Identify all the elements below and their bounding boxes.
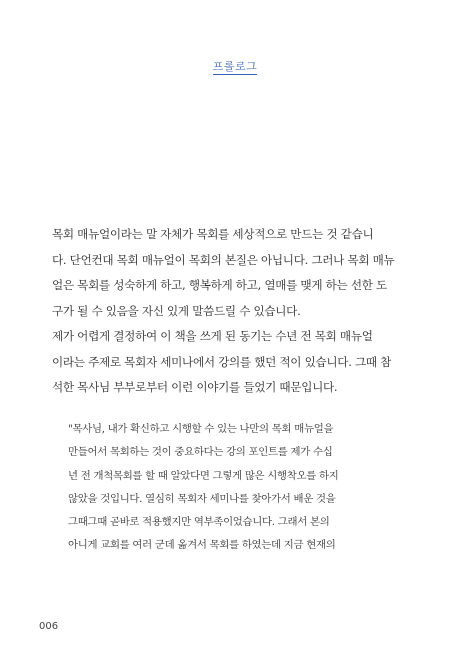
quote-line: 않았을 것입니다. 열심히 목회자 세미나를 찾아가서 배운 것을 — [68, 492, 336, 505]
text-line: 석한 목사님 부부로부터 이런 이야기를 들었기 때문입니다. — [52, 380, 338, 394]
quote-line: "목사님, 내가 확신하고 시행할 수 있는 나만의 목회 매뉴얼을 — [68, 423, 334, 435]
text-line: 다. 단언컨대 목회 매뉴얼이 목회의 본질은 아닙니다. 그러나 목회 매뉴 — [52, 252, 395, 267]
chapter-title — [0, 58, 470, 74]
quote-line: 그때그때 곧바로 적용했지만 역부족이었습니다. 그래서 본의 — [68, 516, 330, 529]
text-line: 제가 어렵게 결정하여 이 책을 쓰게 된 동기는 수년 전 목회 매뉴얼 — [52, 329, 373, 343]
page-number: 006 — [39, 621, 59, 632]
paragraph-1 — [52, 222, 422, 324]
body-text — [52, 222, 422, 401]
text-line: 구가 될 수 있음을 자신 있게 말씀드릴 수 있습니다. — [52, 303, 301, 318]
quote-line: 만들어서 목회하는 것이 중요하다는 강의 포인트를 제가 수십 — [68, 446, 333, 459]
text-line: 이라는 주제로 목회자 세미나에서 강의를 했던 적이 있습니다. 그때 참 — [52, 354, 392, 369]
chapter-title-text: 프롤로그 — [212, 60, 258, 73]
paragraph-2 — [52, 324, 422, 401]
quote-line: 아니게 교회를 여러 군데 옮겨서 목회를 하였는데 지금 현재의 — [68, 539, 336, 552]
quote-block — [68, 418, 368, 558]
text-line: 목회 매뉴얼이라는 말 자체가 목회를 세상적으로 만드는 것 같습니 — [52, 227, 374, 241]
text-line: 얼은 목회를 성숙하게 하고, 행복하게 하고, 열매를 맺게 하는 선한 도 — [52, 278, 387, 292]
quote-line: 년 전 개척목회를 할 때 알았다면 그렇게 많은 시행착오를 하지 — [68, 469, 339, 482]
